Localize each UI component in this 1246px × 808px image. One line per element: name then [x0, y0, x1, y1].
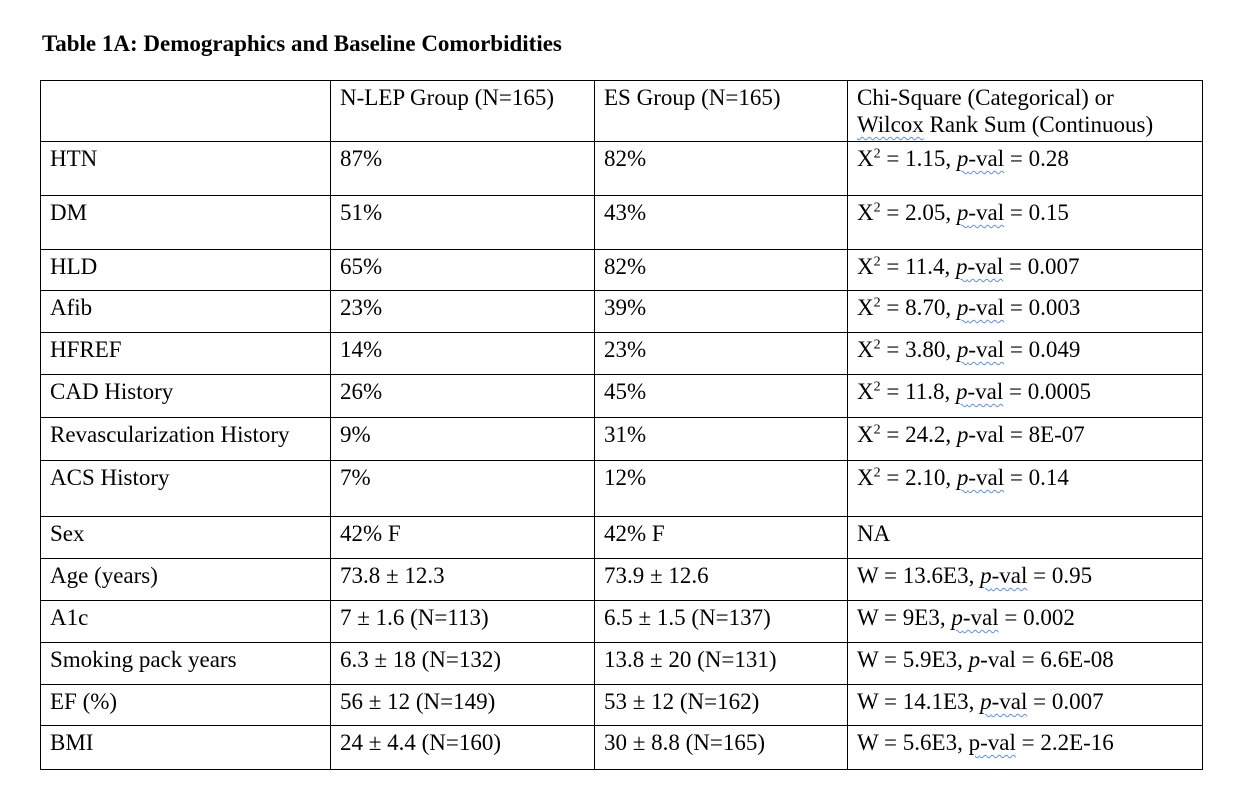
nlep-value: 42% F — [331, 517, 595, 559]
stat-value: $X^2 = 2.05$, p-val = 0.15 — [848, 196, 1203, 250]
header-cell-nlep-group: N-LEP Group (N=165) — [331, 81, 595, 142]
row-label: EF (%) — [41, 685, 331, 726]
row-label: HTN — [41, 142, 331, 196]
row-a1c — [41, 601, 1203, 643]
nlep-value: 51% — [331, 196, 595, 250]
nlep-value: 14% — [331, 333, 595, 375]
p-val-text: p-val — [951, 605, 999, 630]
stat-value: $X^2 = 11.4$, p-val = 0.007 — [848, 250, 1203, 291]
p-val-text: p-val — [956, 337, 1005, 362]
es-value: 53 ± 12 (N=162) — [595, 685, 848, 726]
nlep-value: 26% — [331, 375, 595, 418]
stat-value: $X^2 = 2.10$, p-val = 0.14 — [848, 461, 1203, 517]
stat-value: W = 9E3, p-val = 0.002 — [848, 601, 1203, 643]
row-age — [41, 559, 1203, 601]
stat-value: NA — [848, 517, 1203, 559]
row-label: Afib — [41, 291, 331, 333]
header-cell-es-group: ES Group (N=165) — [595, 81, 848, 142]
header-cell-statistics — [848, 81, 1203, 142]
stat-value: $X^2 = 3.80$, p-val = 0.049 — [848, 333, 1203, 375]
row-dm — [41, 196, 1203, 250]
row-label: DM — [41, 196, 331, 250]
header-stat-line2 — [857, 111, 1193, 138]
nlep-value: 87% — [331, 142, 595, 196]
es-value: 82% — [595, 250, 848, 291]
es-value: 13.8 ± 20 (N=131) — [595, 643, 848, 685]
p-val-text: p-val — [956, 465, 1005, 490]
row-label: HLD — [41, 250, 331, 291]
p-val-text: p-val — [968, 730, 1016, 755]
row-ef — [41, 685, 1203, 726]
nlep-value: 24 ± 4.4 (N=160) — [331, 726, 595, 770]
p-val-text: p-val — [980, 563, 1028, 588]
row-label: ACS History — [41, 461, 331, 517]
p-val-text: p-val — [956, 295, 1005, 320]
p-val-text: p-val — [956, 379, 1004, 404]
row-bmi — [41, 726, 1203, 770]
nlep-value: 7% — [331, 461, 595, 517]
stat-value: W = 13.6E3, p-val = 0.95 — [848, 559, 1203, 601]
p-val-text: p-val — [956, 146, 1005, 171]
es-value: 31% — [595, 418, 848, 461]
es-value: 6.5 ± 1.5 (N=137) — [595, 601, 848, 643]
row-cad-history — [41, 375, 1203, 418]
row-label: Age (years) — [41, 559, 331, 601]
row-sex — [41, 517, 1203, 559]
nlep-value: 73.8 ± 12.3 — [331, 559, 595, 601]
row-hld — [41, 250, 1203, 291]
p-val-text: p-val — [956, 200, 1005, 225]
nlep-value: 9% — [331, 418, 595, 461]
stat-value: W = 14.1E3, p-val = 0.007 — [848, 685, 1203, 726]
es-value: 12% — [595, 461, 848, 517]
row-hfref — [41, 333, 1203, 375]
nlep-value: 7 ± 1.6 (N=113) — [331, 601, 595, 643]
row-revascularization-history — [41, 418, 1203, 461]
p-val-text: p-val — [968, 647, 1016, 672]
row-htn — [41, 142, 1203, 196]
row-label: A1c — [41, 601, 331, 643]
row-label: Revascularization History — [41, 418, 331, 461]
p-val-text: p-val — [956, 254, 1004, 279]
squiggle-word: Wilcox — [857, 112, 924, 137]
es-value: 30 ± 8.8 (N=165) — [595, 726, 848, 770]
stat-value: W = 5.9E3, p-val = 6.6E-08 — [848, 643, 1203, 685]
demographics-table — [40, 80, 1203, 770]
stat-value: $X^2 = 8.70$, p-val = 0.003 — [848, 291, 1203, 333]
table-title: Table 1A: Demographics and Baseline Comorbidities — [42, 31, 562, 56]
es-value: 42% F — [595, 517, 848, 559]
nlep-value: 23% — [331, 291, 595, 333]
es-value: 43% — [595, 196, 848, 250]
header-stat-line1: Chi-Square (Categorical) or — [857, 85, 1114, 110]
row-label: CAD History — [41, 375, 331, 418]
es-value: 82% — [595, 142, 848, 196]
es-value: 23% — [595, 333, 848, 375]
row-smoking-pack-years — [41, 643, 1203, 685]
row-label: Sex — [41, 517, 331, 559]
stat-value: $X^2 = 1.15$, p-val = 0.28 — [848, 142, 1203, 196]
stat-value: $X^2 = 24.2$, p-val = 8E-07 — [848, 418, 1203, 461]
p-val-text: p-val — [980, 689, 1028, 714]
header-stat-line2-rest: Rank Sum (Continuous) — [923, 112, 1154, 137]
nlep-value: 56 ± 12 (N=149) — [331, 685, 595, 726]
nlep-value: 65% — [331, 250, 595, 291]
row-label: Smoking pack years — [41, 643, 331, 685]
nlep-value: 6.3 ± 18 (N=132) — [331, 643, 595, 685]
es-value: 39% — [595, 291, 848, 333]
es-value: 73.9 ± 12.6 — [595, 559, 848, 601]
stat-value: $X^2 = 11.8$, p-val = 0.0005 — [848, 375, 1203, 418]
row-label: HFREF — [41, 333, 331, 375]
header-cell-empty — [41, 81, 331, 142]
stat-value: W = 5.6E3, p-val = 2.2E-16 — [848, 726, 1203, 770]
header-row — [41, 81, 1203, 142]
row-afib — [41, 291, 1203, 333]
row-acs-history — [41, 461, 1203, 517]
row-label: BMI — [41, 726, 331, 770]
p-val-text: p-val — [956, 422, 1005, 447]
es-value: 45% — [595, 375, 848, 418]
